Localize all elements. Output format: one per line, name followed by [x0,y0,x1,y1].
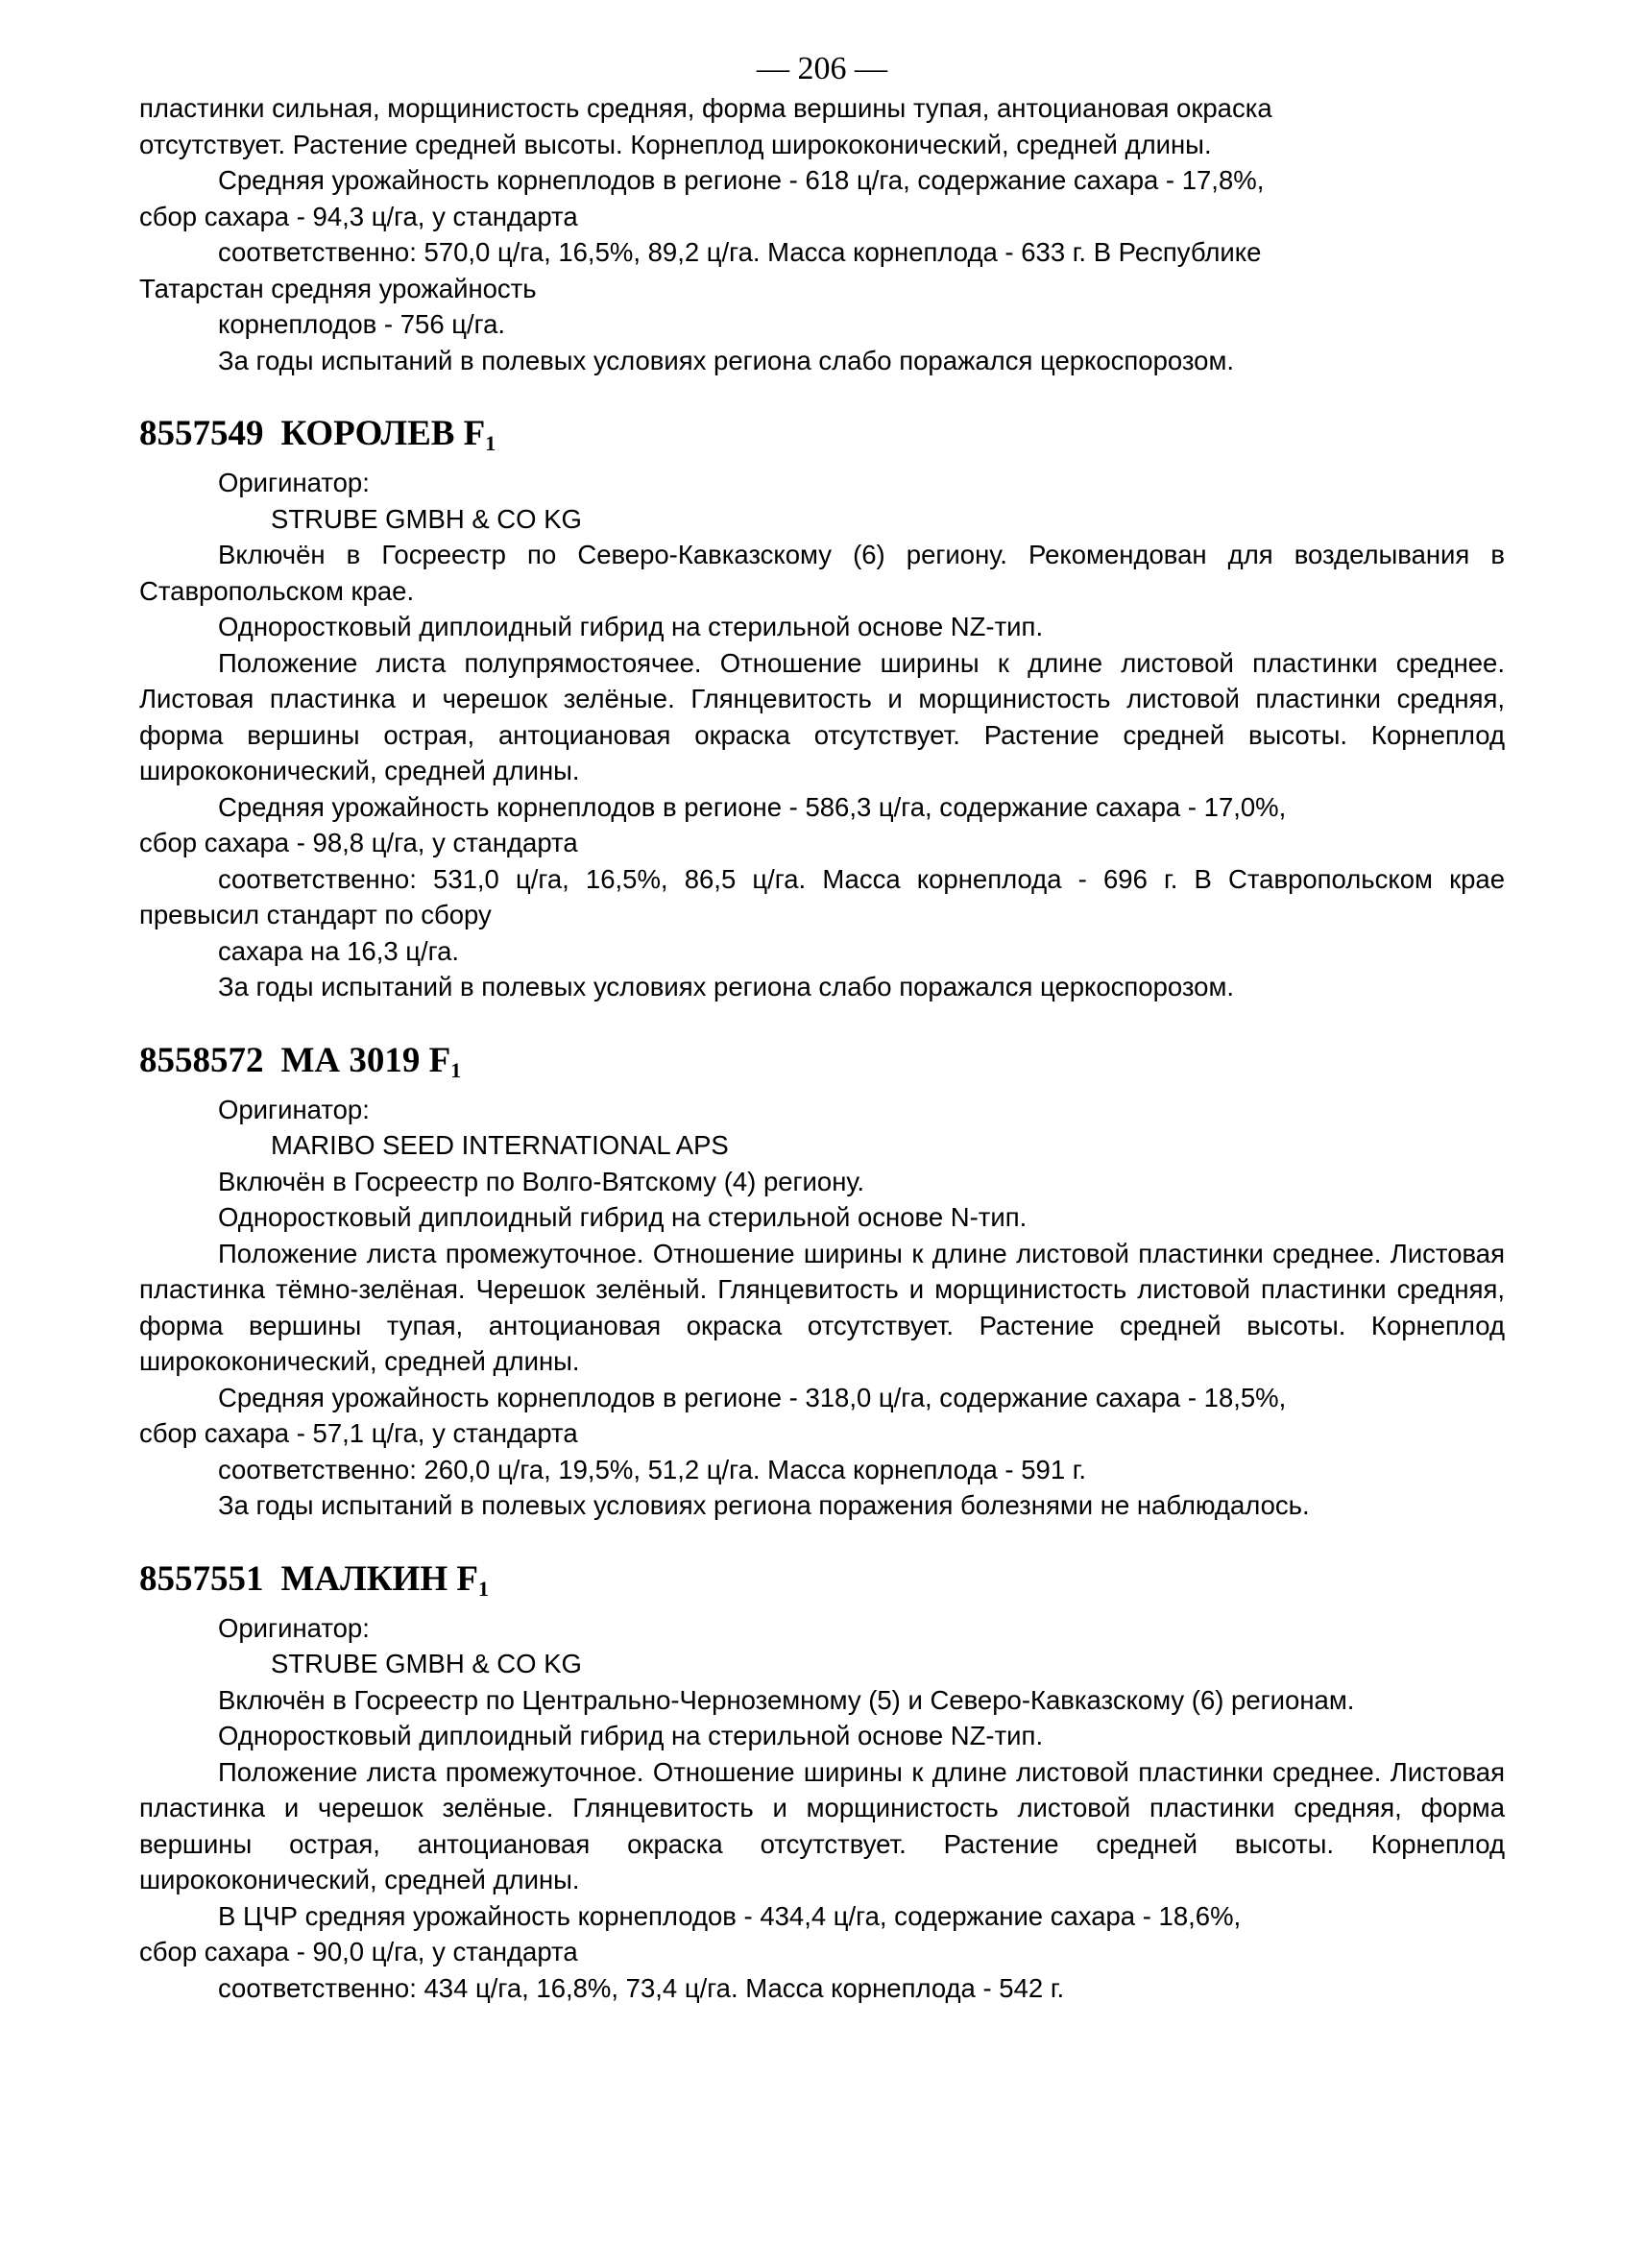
originator-label: Оригинатор: [218,1612,370,1643]
standard-comparison: соответственно: 434 ц/га, 16,8%, 73,4 ц/га. Масса корнеплода - 542 г. [218,1972,1065,2003]
originator-label: Оригинатор: [218,1094,370,1124]
originator-name: STRUBE GMBH & CO KG [271,503,582,534]
yield-text: Средняя урожайность корнеплодов в регионе - 586,3 ц/га, содержание сахара - 17,0%, сбор сахара - 98,8 ц/га, у стандарта [139,791,1287,857]
registry-inclusion: Включён в Госреестр по Северо-Кавказскому (6) региону. Рекомендован для возделывания в Ставропольском крае. [139,540,1505,606]
intro-roots: корнеплодов - 756 ц/га. [218,309,506,339]
intro-section [139,90,1505,378]
variety-entry [139,1040,1505,1524]
morphology-description: Положение листа промежуточное. Отношение ширины к длине листовой пластинки среднее. Листовая пластинка тёмно-зелёная. Черешок зелёный. Глянцевитость и морщинистость листовой пластинки средняя, форма вершины тупая, антоциановая окраска отсутствует. Растение средней высоты. Корнеплод ширококонический, средней длины. [139,1238,1505,1376]
variety-subscript: 1 [450,1057,462,1082]
variety-subscript: 1 [477,1576,489,1601]
variety-heading [139,413,1505,455]
hybrid-type: Однoростковый диплоидный гибрид на стерильной основе NZ-тип. [218,612,1044,641]
morphology-description: Положение листа промежуточное. Отношение ширины к длине листовой пластинки среднее. Листовая пластинка и черешок зелёные. Глянцевитость и морщинистость листовой пластинки средняя, форма вершины острая, антоциановая окраска отсутствует. Растение средней высоты. Корнеплод ширококонический, средней длины. [139,1756,1505,1894]
intro-yield: Средняя урожайность корнеплодов в регионе - 618 ц/га, содержание сахара - 17,8%, сбор сахара - 94,3 ц/га, у стандарта [139,165,1265,231]
page-number: — 206 — [757,51,887,86]
disease-note: За годы испытаний в полевых условиях региона слабо поражался церкоспорозом. [218,972,1235,1001]
variety-entry [139,413,1505,1005]
document-page [139,48,1505,2006]
standard-comparison: соответственно: 531,0 ц/га, 16,5%, 86,5 ц/га. Масса корнеплода - 696 г. В Ставропольском крае превысил стандарт по сбору [139,863,1505,929]
originator-label: Оригинатор: [218,468,370,497]
variety-name: МА 3019 F [280,1040,451,1080]
variety-code: 8558572 [139,1040,264,1080]
variety-code: 8557549 [139,414,264,453]
variety-entry [139,1558,1505,2007]
intro-disease: За годы испытаний в полевых условиях региона слабо поражался церкоспорозом. [218,345,1235,375]
disease-note: За годы испытаний в полевых условиях региона поражения болезнями не наблюдалось. [218,1490,1310,1520]
yield-text: Средняя урожайность корнеплодов в регионе - 318,0 ц/га, содержание сахара - 18,5%, сбор сахара - 57,1 ц/га, у стандарта [139,1382,1287,1448]
variety-heading [139,1558,1505,1601]
registry-inclusion: Включён в Госреестр по Центрально-Черноземному (5) и Северо-Кавказскому (6) регионам. [218,1684,1355,1715]
variety-name: МАЛКИН F [280,1558,478,1599]
originator-name: STRUBE GMBH & CO KG [271,1649,582,1678]
yield-text: В ЦЧР средняя урожайность корнеплодов - 434,4 ц/га, содержание сахара - 18,6%, сбор сахара - 90,0 ц/га, у стандарта [139,1900,1242,1966]
intro-respectively: соответственно: 570,0 ц/га, 16,5%, 89,2 ц/га. Масса корнеплода - 633 г. В Республике Татарстан средняя урожайность [139,237,1262,303]
variety-code: 8557551 [139,1558,264,1599]
variety-subscript: 1 [485,431,496,455]
standard-comparison: соответственно: 260,0 ц/га, 19,5%, 51,2 ц/га. Масса корнеплода - 591 г. [218,1454,1087,1484]
extra-note: сахара на 16,3 ц/га. [218,935,460,966]
variety-name: КОРОЛЕВ F [280,414,486,453]
morphology-description: Положение листа полупрямостоячее. Отношение ширины к длине листовой пластинки среднее. Листовая пластинка и черешок зелёные. Глянцевитость и морщинистость листовой пластинки средняя, форма вершины острая, антоциановая окраска отсутствует. Растение средней высоты. Корнеплод ширококонический, средней длины. [139,647,1505,785]
intro-description: пластинки сильная, морщинистость средняя, форма вершины тупая, антоциановая окраска отсутствует. Растение средней высоты. Корнеплод ширококонический, средней длины. [139,93,1272,159]
originator-name: MARIBO SEED INTERNATIONAL APS [271,1130,729,1160]
registry-inclusion: Включён в Госреестр по Волго-Вятскому (4) региону. [218,1166,865,1196]
hybrid-type: Однoростковый диплоидный гибрид на стерильной основе NZ-тип. [218,1721,1044,1750]
hybrid-type: Однoростковый диплоидный гибрид на стерильной основе N-тип. [218,1202,1028,1232]
variety-heading [139,1040,1505,1082]
